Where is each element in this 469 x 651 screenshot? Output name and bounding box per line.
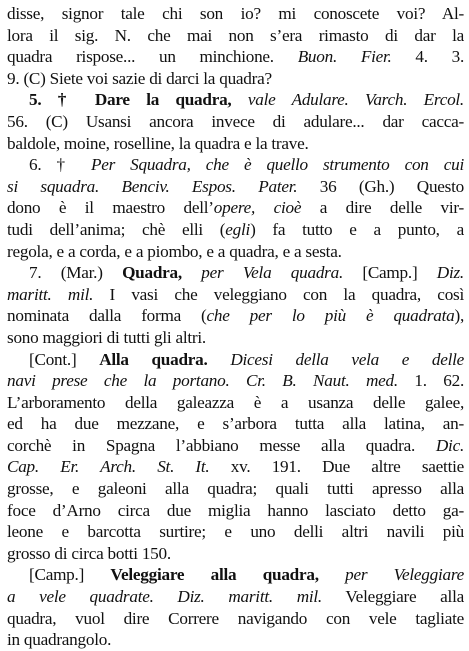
entry-cont-line-9	[7, 521, 464, 543]
text-run: 4. 3.	[391, 47, 464, 67]
entry-7-line-1	[7, 262, 464, 284]
entry-6-line-2	[7, 176, 464, 198]
text-run: Veleggiare alla	[321, 587, 464, 607]
entry-7-line-3	[7, 305, 464, 327]
entry-6-line-1	[7, 154, 464, 176]
citation-source: Cap. Er. Arch. St. It.	[7, 457, 210, 477]
text-run: leone e barcotta surtire; e uno delli altri navili più	[7, 522, 464, 542]
text-run: 56. (C) Usansi ancora invece di adulare... dar cacca-	[7, 111, 464, 131]
entry-headword: Quadra,	[122, 263, 182, 283]
entry-headword: Alla quadra.	[99, 349, 208, 369]
text-run	[208, 350, 231, 369]
entry-5-line-3	[7, 133, 464, 155]
text-run: grosso di circa botti 150.	[7, 543, 171, 563]
text-run: [Camp.]	[343, 263, 437, 283]
text-run: L’arboramento della galeazza è a usanza delle galee,	[7, 392, 464, 412]
entry-7-line-4	[7, 327, 464, 349]
entry-definition: per Vela quadra.	[201, 263, 343, 283]
entry-cont-line-2	[7, 370, 464, 392]
italic-run: che per lo più è quadrata	[206, 306, 455, 326]
text-run: lora il sig. N. che mai non s’era rimasto di dar la	[7, 25, 464, 45]
text-run: quadra rispose... un minchione.	[7, 47, 298, 67]
entry-5-line-1	[7, 89, 464, 111]
text-run: regola, e a corda, e a piombo, e a quadra, e a sesta.	[7, 241, 342, 261]
entry-camp-line-3	[7, 608, 464, 630]
entry-camp-line-4	[7, 629, 464, 651]
entry-cont-line-10	[7, 543, 464, 565]
entry-5-line-2	[7, 111, 464, 133]
text-run	[182, 263, 201, 282]
entry-camp-line-2	[7, 586, 464, 608]
text-run: disse, signor tale chi son io? mi conoscete voi? Al-	[7, 4, 464, 23]
text-run: baldole, moine, roselline, la quadra e la trave.	[7, 133, 309, 153]
text-line-4	[7, 68, 464, 90]
text-run: a dire delle vir-	[301, 198, 464, 218]
text-run: corchè in Spagna l’abbiano messe alla quadra.	[7, 435, 436, 455]
text-run: 1. 62.	[397, 371, 464, 391]
entry-cont-line-5	[7, 435, 464, 457]
entry-cont-line-8	[7, 500, 464, 522]
entry-definition: a vele quadrate. Diz. maritt. mil.	[7, 587, 322, 607]
text-line-2	[7, 25, 464, 47]
text-run	[231, 90, 247, 109]
text-run: tudi dell’anima; chè elli (	[7, 219, 226, 239]
entry-definition: navi prese che la portano. Cr. B. Naut. med.	[7, 371, 398, 391]
text-run	[319, 565, 345, 584]
entry-headword: 5. † Dare la quadra,	[29, 90, 232, 110]
italic-run: opere, cioè	[213, 198, 302, 218]
entry-cont-line-7	[7, 478, 464, 500]
entry-6-line-5	[7, 241, 464, 263]
entry-cont-line-3	[7, 392, 464, 414]
text-run: 9. (C) Siete voi sazie di darci la quadra?	[7, 68, 272, 88]
text-run: [Camp.]	[29, 565, 111, 585]
text-line-1	[7, 3, 464, 25]
entry-definition: Dicesi della vela e delle	[230, 349, 464, 369]
citation-source: Buon. Fier.	[297, 47, 392, 67]
entry-cont-line-4	[7, 413, 464, 435]
text-run: foce d’Arno circa due miglia hanno lasciato detto ga-	[7, 500, 464, 520]
entry-6-line-4	[7, 219, 464, 241]
text-run: ) fa tutto e a punto, a	[250, 219, 464, 239]
text-run: ),	[454, 306, 464, 326]
entry-definition: vale Adulare. Varch. Ercol.	[247, 90, 464, 110]
text-run: 6. †	[29, 155, 91, 175]
citation-source: si squadra. Benciv. Espos. Pater.	[7, 176, 298, 196]
entry-cont-line-1	[7, 349, 464, 371]
citation-source: Diz.	[436, 263, 464, 283]
text-run: sono maggiori di tutti gli altri.	[7, 327, 206, 347]
text-run: 36 (Gh.) Questo	[297, 176, 464, 196]
text-run: in quadrangolo.	[7, 630, 112, 650]
text-run: quadra, vuol dire Correre navigando con vele tagliate	[7, 608, 464, 628]
text-line-3	[7, 46, 464, 68]
text-run: dono è il maestro dell’	[7, 198, 214, 218]
entry-headword: Veleggiare alla quadra,	[110, 565, 319, 585]
citation-source: Dic.	[435, 435, 464, 455]
entry-definition: per Veleggiare	[345, 565, 464, 585]
text-run: 7. (Mar.)	[29, 263, 123, 283]
text-run: grosse, e galeoni alla quadra; quali tutti apresso alla	[7, 479, 464, 499]
citation-source: maritt. mil.	[7, 284, 94, 304]
entry-6-line-3	[7, 197, 464, 219]
italic-run: egli	[225, 219, 251, 239]
entry-7-line-2	[7, 284, 464, 306]
text-run: xv. 191. Due altre saettie	[209, 457, 464, 477]
text-run: nominata dalla forma (	[7, 306, 207, 326]
entry-camp-line-1	[7, 564, 464, 586]
entry-cont-line-6	[7, 456, 464, 478]
text-run: [Cont.]	[29, 349, 100, 369]
entry-definition: Per Squadra, che è quello strumento con cui	[90, 155, 464, 175]
text-run: ed ha due mezzane, e s’arbora tutta alla latina, an-	[7, 414, 464, 434]
text-run: I vasi che veleggiano con la quadra, così	[93, 284, 464, 304]
